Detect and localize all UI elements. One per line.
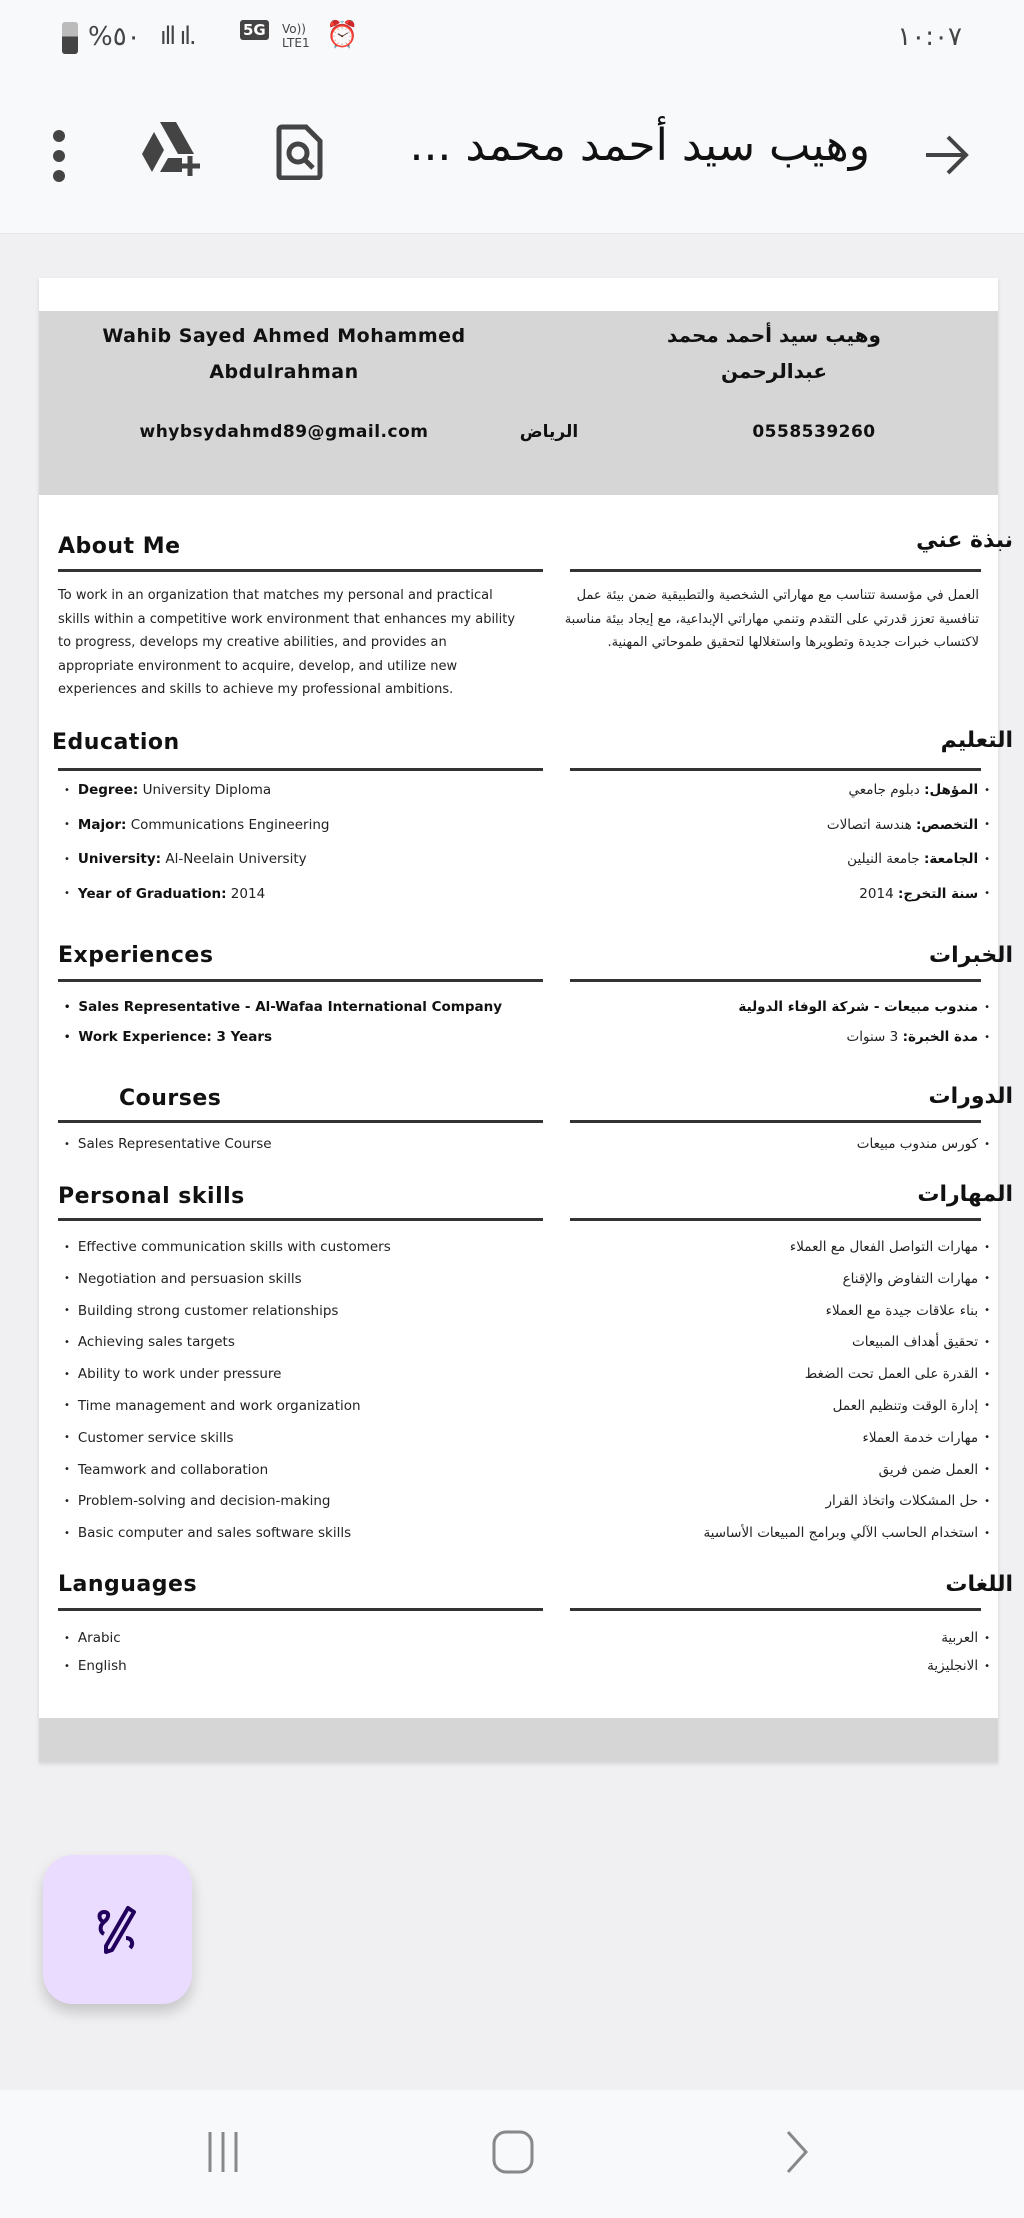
list-item: • Degree: University Diploma [58,782,542,817]
education-heading-en: Education [52,730,180,755]
list-item: • تحقيق أهداف المبيعات [570,1334,998,1366]
document-search-icon[interactable] [276,124,324,184]
divider [58,569,543,572]
list-item: • مهارات التفاوض والإقناع [570,1271,998,1303]
experiences-heading-en: Experiences [58,943,214,968]
divider [58,1218,543,1221]
email: whybsydahmd89@gmail.com [139,422,429,442]
list-item: • Achieving sales targets [58,1334,542,1366]
home-icon[interactable] [492,2130,536,2178]
about-text-ar: العمل في مؤسسة تتناسب مع مهاراتي الشخصية والتطبيقية ضمن بيئة عمل تنافسية تعزز قدرتي على التقدم وتنمي مهاراتي الإبداعية، مع إيجاد بيئة مناسبة لاكتساب خبرات جديدة وتطويرها واستغلالها لتحقيق طموحاتي المهنية. [564,588,979,650]
name-arabic-line2: عبدالرحمن [720,359,827,383]
about-heading-en: About Me [58,534,181,559]
list-item: • مهارات التواصل الفعال مع العملاء [570,1239,998,1271]
divider [58,979,543,982]
arrow-right-icon[interactable] [922,130,972,184]
edit-fab-button[interactable] [43,1855,192,2004]
list-item: • English [58,1658,542,1686]
list-item: • Basic computer and sales software skills [58,1525,542,1557]
list-item: • Problem-solving and decision-making [58,1493,542,1525]
divider [570,1218,981,1221]
list-item: • الجامعة: جامعة النيلين [570,851,998,886]
name-english-line2: Abdulrahman [209,361,359,383]
divider [570,979,981,982]
experiences-heading-ar: الخبرات [929,943,1013,968]
signal-icon: ıll ıl. [160,22,195,50]
list-item: • العربية [570,1630,998,1658]
education-list-ar [570,782,998,920]
document-title: وهيب سيد أحمد محمد ... [409,120,870,171]
list-item: • حل المشكلات واتخاذ القرار [570,1493,998,1525]
back-icon[interactable] [784,2130,814,2178]
list-item: • Arabic [58,1630,542,1658]
divider [570,1608,981,1611]
divider [570,569,981,572]
list-item: • التخصص: هندسة اتصالات [570,817,998,852]
city: الرياض [519,422,579,442]
divider [570,1120,981,1123]
divider [58,1608,543,1611]
about-text-en: To work in an organization that matches my personal and practical skills within a competitive work environment that enhances my ability to progress, develops my creative abilities, and provides an appropriate environment to acquire, develop, and utilize new experiences and skills to achieve my professional ambitions. [58,588,516,697]
resume-header [39,311,998,495]
languages-list-ar [570,1630,998,1686]
list-item: • Major: Communications Engineering [58,817,542,852]
about-heading-ar: نبذة عني [916,528,1013,553]
list-item: • Teamwork and collaboration [58,1462,542,1494]
languages-heading-ar: اللغات [945,1572,1013,1597]
list-item: • الانجليزية [570,1658,998,1686]
name-arabic: وهيب سيد أحمد محمد [667,323,881,347]
courses-heading-en: Courses [119,1086,222,1111]
list-item: • Building strong customer relationships [58,1303,542,1335]
list-item: • Sales Representative Course [58,1136,542,1152]
list-item: • المؤهل: دبلوم جامعي [570,782,998,817]
list-item: • العمل ضمن فريق [570,1462,998,1494]
divider [570,768,981,771]
experiences-list-ar [570,999,998,1059]
list-item: • استخدام الحاسب الآلي وبرامج المبيعات الأساسية [570,1525,998,1557]
name-english: Wahib Sayed Ahmed Mohammed [102,325,466,347]
list-item: • القدرة على العمل تحت الضغط [570,1366,998,1398]
volte-indicator: Vo)) LTE1 [282,22,310,50]
list-item: • Effective communication skills with customers [58,1239,542,1271]
more-vert-icon[interactable] [48,128,70,184]
divider [58,768,543,771]
battery-percent: %٥٠ [88,22,141,52]
list-item: • Negotiation and persuasion skills [58,1271,542,1303]
experiences-list-en [58,999,542,1059]
list-item: • Sales Representative - Al-Wafaa International Company [58,999,542,1029]
phone: 0558539260 [752,422,876,442]
edit-pen-icon [90,1902,146,1958]
network-badge: 5G [240,20,269,40]
list-item: • Work Experience: 3 Years [58,1029,542,1059]
resume-document[interactable] [39,278,1013,1762]
app-toolbar [0,80,1024,234]
languages-heading-en: Languages [58,1572,198,1597]
system-nav-bar [0,2090,1024,2218]
list-item: • مندوب مبيعات - شركة الوفاء الدولية [570,999,998,1029]
add-to-drive-icon[interactable] [140,122,204,182]
list-item: • سنة التخرج: 2014 [570,886,998,921]
languages-list-en [58,1630,542,1686]
list-item: • إدارة الوقت وتنظيم العمل [570,1398,998,1430]
list-item: • مدة الخبرة: 3 سنوات [570,1029,998,1059]
education-heading-ar: التعليم [940,728,1013,753]
divider [58,1120,543,1123]
list-item: • Customer service skills [58,1430,542,1462]
education-list-en [58,782,542,920]
skills-heading-ar: المهارات [917,1182,1013,1207]
courses-heading-ar: الدورات [928,1084,1013,1109]
skills-list-en [58,1239,542,1557]
status-bar [0,0,1024,80]
resume-footer-band [39,1718,998,1762]
list-item: • كورس مندوب مبيعات [570,1136,998,1152]
list-item: • University: Al-Neelain University [58,851,542,886]
list-item: • Time management and work organization [58,1398,542,1430]
alarm-icon: ⏰ [326,20,359,50]
list-item: • Ability to work under pressure [58,1366,542,1398]
list-item: • بناء علاقات جيدة مع العملاء [570,1303,998,1335]
list-item: • Year of Graduation: 2014 [58,886,542,921]
skills-list-ar [570,1239,998,1557]
recent-apps-icon[interactable] [206,2130,250,2178]
list-item: • مهارات خدمة العملاء [570,1430,998,1462]
battery-icon [62,22,78,54]
clock: ١٠:٠٧ [897,22,962,52]
skills-heading-en: Personal skills [58,1184,245,1209]
